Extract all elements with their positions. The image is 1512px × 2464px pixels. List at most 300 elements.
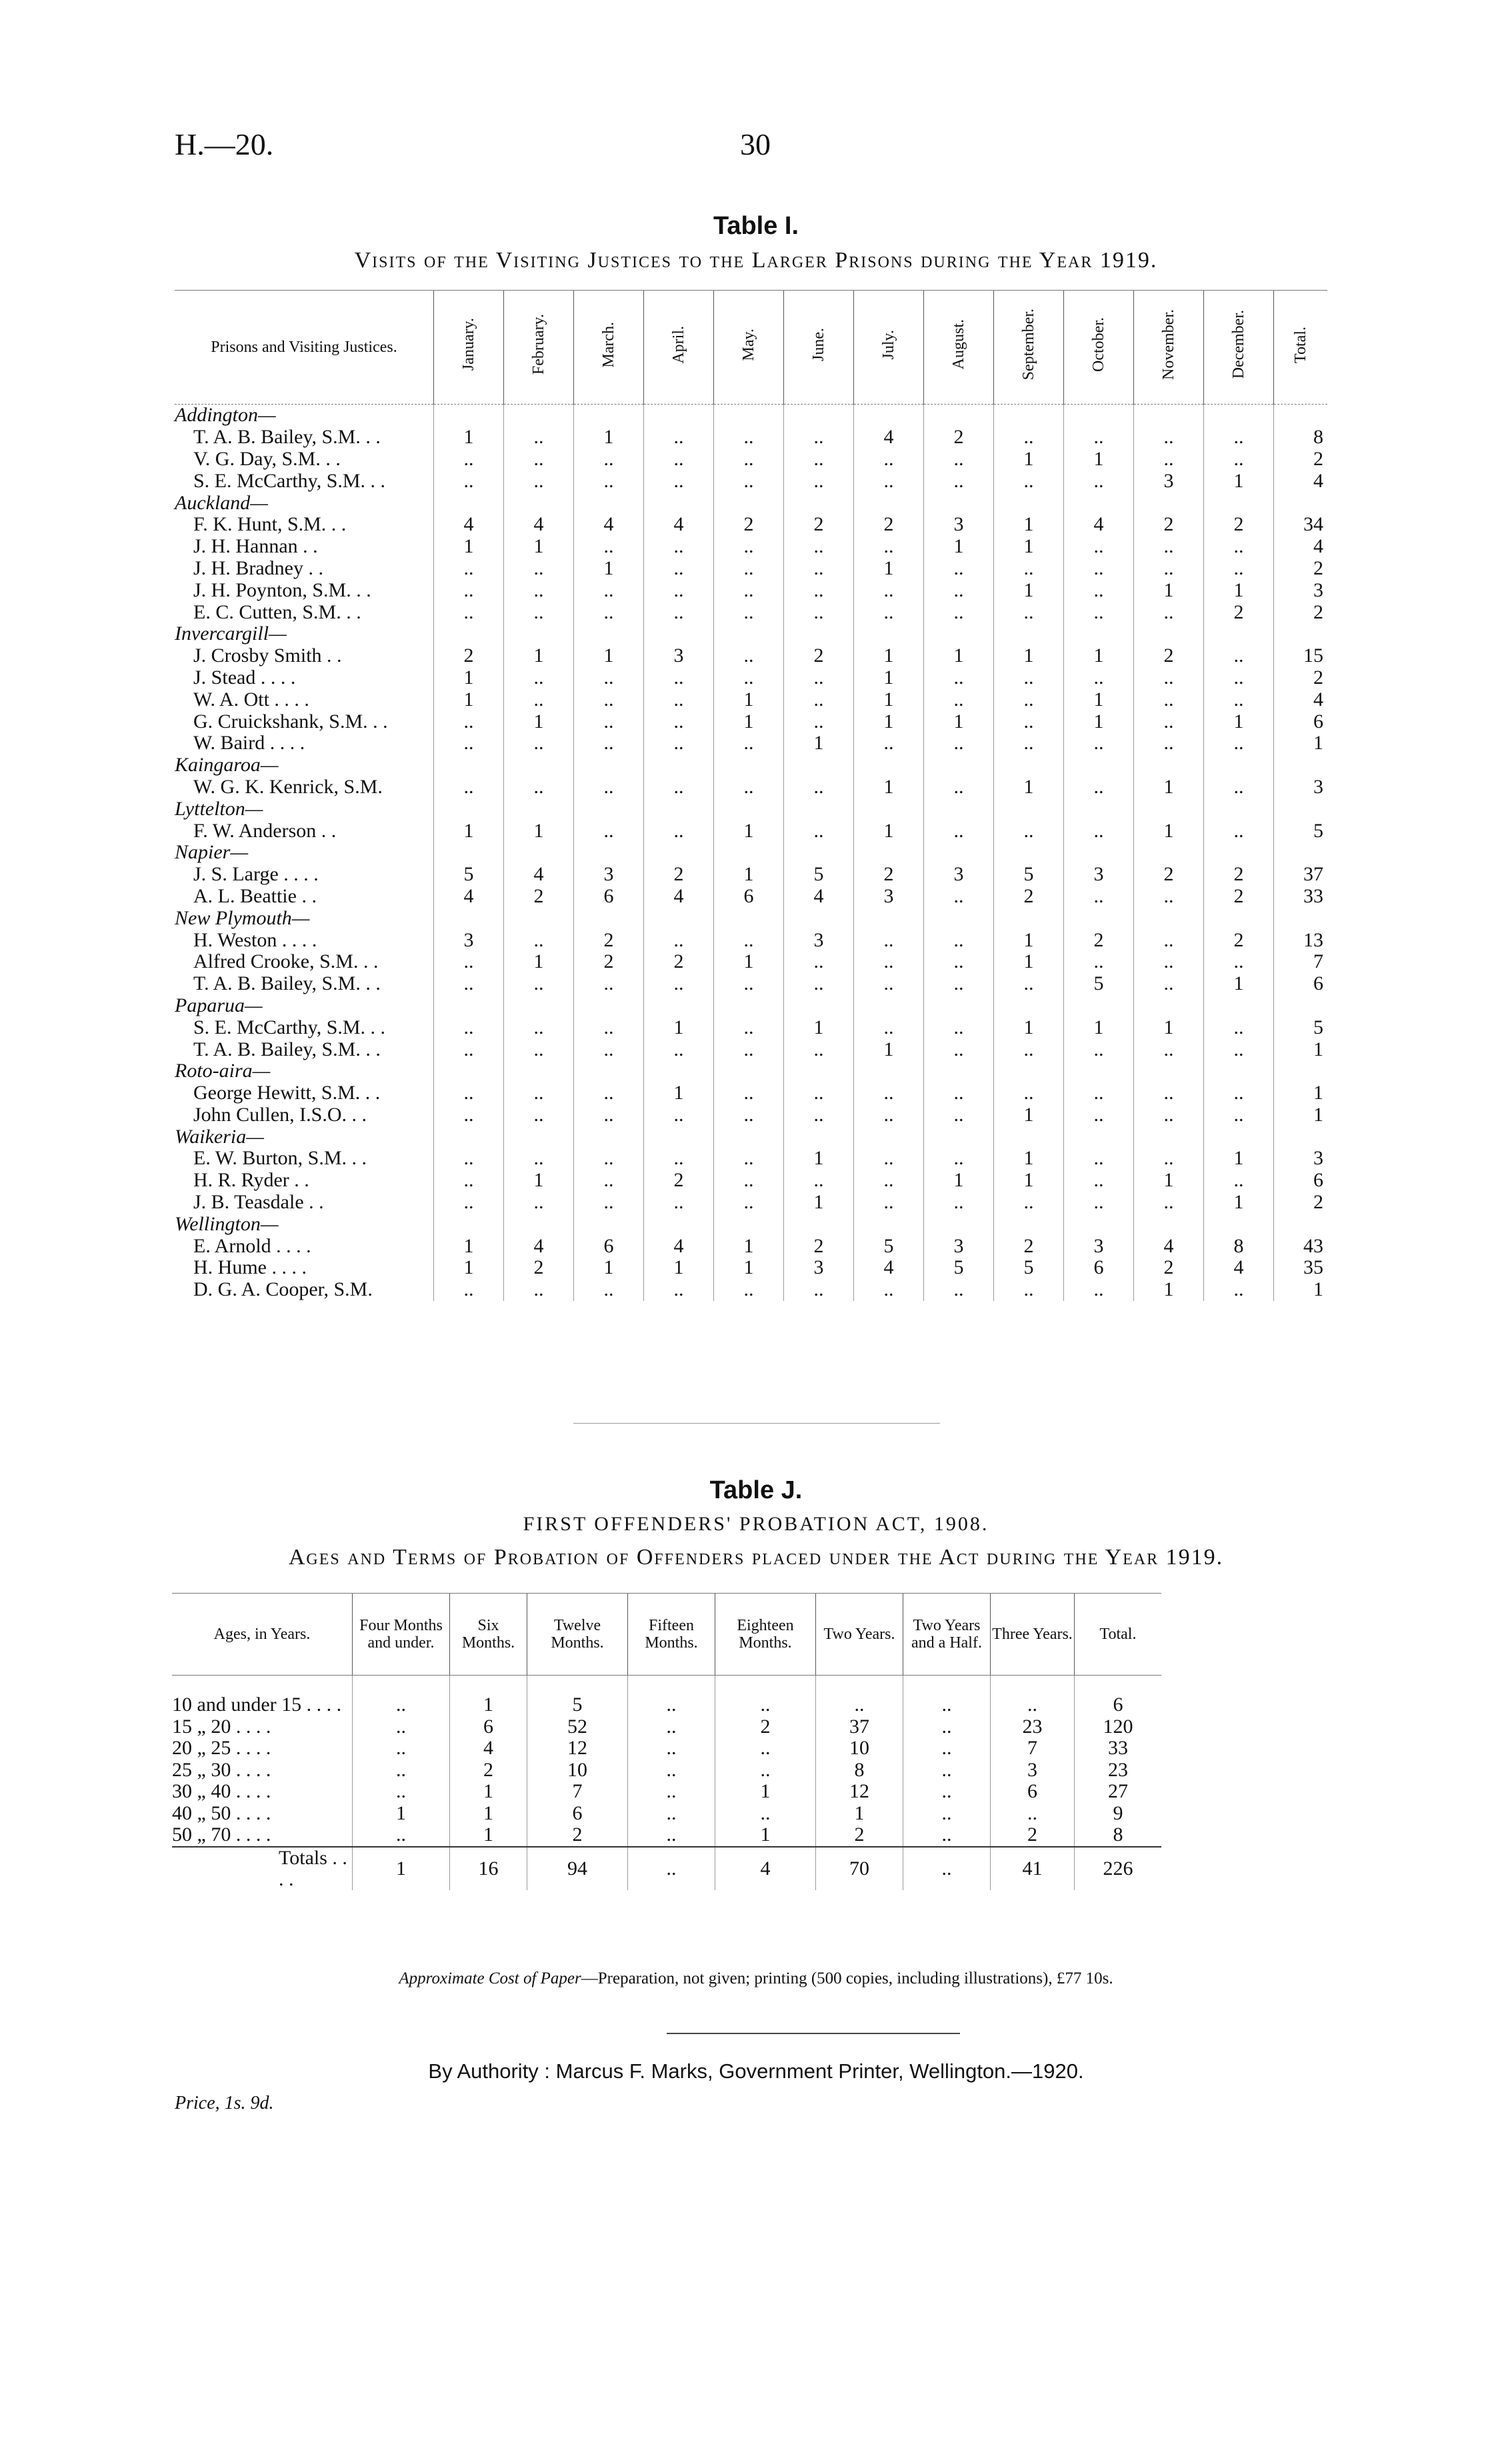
visit-count-cell: 1 <box>504 820 574 842</box>
justice-name: George Hewitt, S.M. . . <box>193 1082 381 1104</box>
age-range: 20 „ 25 . . . . <box>172 1737 271 1760</box>
count-cell: .. <box>628 1803 715 1825</box>
justice-name: J. H. Bradney . . <box>193 557 323 579</box>
visit-count-cell: .. <box>1204 951 1274 973</box>
visit-count-cell: .. <box>924 558 994 580</box>
count-cell: 2 <box>991 1824 1075 1847</box>
visit-count-cell: .. <box>574 973 644 995</box>
visit-count-cell: .. <box>924 886 994 908</box>
table-row <box>175 1257 1327 1279</box>
visit-count-cell: 4 <box>644 886 714 908</box>
visit-count-cell: 2 <box>574 929 644 951</box>
visit-count-cell: 3 <box>1134 470 1204 492</box>
empty-cell <box>434 798 504 820</box>
visit-count-cell: .. <box>714 667 784 689</box>
count-cell: .. <box>353 1781 450 1803</box>
table-row <box>175 776 1327 798</box>
visit-count-cell: .. <box>1204 427 1274 449</box>
visit-count-cell: 1 <box>1064 688 1134 710</box>
visit-count-cell: 5 <box>1064 973 1134 995</box>
total-cell: 6 <box>1274 1170 1328 1192</box>
visit-count-cell: 1 <box>714 1235 784 1257</box>
visit-count-cell: .. <box>644 688 714 710</box>
visit-count-cell: 2 <box>434 645 504 667</box>
footer-rule <box>667 2033 960 2034</box>
visit-count-cell: .. <box>1204 1104 1274 1126</box>
empty-cell <box>1134 842 1204 864</box>
visit-count-cell: .. <box>924 776 994 798</box>
empty-cell <box>1064 907 1134 929</box>
visit-count-cell: 1 <box>854 820 924 842</box>
visit-count-cell: 1 <box>994 645 1064 667</box>
visit-count-cell: .. <box>574 536 644 558</box>
empty-cell <box>434 842 504 864</box>
visit-count-cell: .. <box>854 1016 924 1038</box>
count-cell: .. <box>903 1824 991 1847</box>
empty-cell <box>784 754 854 776</box>
visit-count-cell: .. <box>504 667 574 689</box>
empty-cell <box>434 907 504 929</box>
count-cell: .. <box>353 1738 450 1760</box>
visit-count-cell: .. <box>994 667 1064 689</box>
visit-count-cell: .. <box>504 427 574 449</box>
empty-cell <box>784 995 854 1017</box>
count-cell: .. <box>903 1676 991 1716</box>
visit-count-cell: .. <box>994 688 1064 710</box>
visit-count-cell: 2 <box>504 886 574 908</box>
visit-count-cell: .. <box>854 1170 924 1192</box>
visit-count-cell: 1 <box>504 951 574 973</box>
visit-count-cell: .. <box>504 579 574 601</box>
visit-count-cell: .. <box>924 470 994 492</box>
visit-count-cell: 1 <box>1064 449 1134 471</box>
prison-group-row <box>175 1213 1327 1235</box>
visit-count-cell: .. <box>644 558 714 580</box>
visit-count-cell: .. <box>504 732 574 754</box>
table-j-header-row <box>172 1594 1161 1676</box>
visit-count-cell: .. <box>434 1148 504 1170</box>
visit-count-cell: .. <box>854 732 924 754</box>
visit-count-cell: .. <box>1134 688 1204 710</box>
visit-count-cell: 2 <box>644 864 714 886</box>
count-cell: .. <box>903 1716 991 1738</box>
table-j-title: Table J. <box>709 1476 803 1504</box>
visit-count-cell: .. <box>644 427 714 449</box>
total-cell: 2 <box>1274 1192 1328 1214</box>
visit-count-cell: 2 <box>1134 645 1204 667</box>
visit-count-cell: .. <box>1134 601 1204 623</box>
table-row <box>175 1082 1327 1104</box>
visit-count-cell: .. <box>1204 688 1274 710</box>
table-j-subtitle: Ages and Terms of Probation of Offenders placed under the Act during the Year 1919. <box>288 1545 1224 1570</box>
justice-name: T. A. B. Bailey, S.M. . . <box>193 1038 381 1060</box>
visit-count-cell: .. <box>504 688 574 710</box>
count-cell: 1 <box>450 1676 527 1716</box>
table-j-column-header: Fifteen Months. <box>628 1594 715 1676</box>
age-range: 15 „ 20 . . . . <box>172 1715 271 1738</box>
visit-count-cell: .. <box>784 1104 854 1126</box>
visit-count-cell: .. <box>574 470 644 492</box>
total-cell: 1 <box>1274 1104 1328 1126</box>
table-i-month-header <box>1134 291 1204 405</box>
visit-count-cell: 4 <box>1064 514 1134 536</box>
visit-count-cell: .. <box>784 1038 854 1060</box>
visit-count-cell: .. <box>434 951 504 973</box>
visit-count-cell: .. <box>784 667 854 689</box>
visit-count-cell: .. <box>574 1104 644 1126</box>
visit-count-cell: .. <box>1134 558 1204 580</box>
visit-count-cell: .. <box>644 1104 714 1126</box>
visit-count-cell: 1 <box>504 1170 574 1192</box>
empty-cell <box>784 623 854 645</box>
prison-name: Roto-aira— <box>175 1060 271 1082</box>
justice-name: T. A. B. Bailey, S.M. . . <box>193 972 381 995</box>
justice-name: F. K. Hunt, S.M. . . <box>193 513 347 536</box>
visit-count-cell: .. <box>504 776 574 798</box>
visit-count-cell: .. <box>1064 1279 1134 1301</box>
visit-count-cell: 1 <box>1204 710 1274 732</box>
visit-count-cell: .. <box>1134 667 1204 689</box>
justice-name: F. W. Anderson . . <box>193 819 337 842</box>
empty-cell <box>574 907 644 929</box>
prison-name: Auckland— <box>175 491 268 514</box>
visit-count-cell: .. <box>854 951 924 973</box>
empty-cell <box>434 995 504 1017</box>
visit-count-cell: 2 <box>784 1235 854 1257</box>
visit-count-cell: .. <box>714 1170 784 1192</box>
empty-cell <box>434 1060 504 1082</box>
visit-count-cell: .. <box>714 1082 784 1104</box>
total-cell: 1 <box>1274 732 1328 754</box>
table-row <box>175 536 1327 558</box>
table-i-month-header <box>1204 291 1274 405</box>
table-row <box>175 951 1327 973</box>
visit-count-cell: 1 <box>854 558 924 580</box>
visit-count-cell: 1 <box>434 688 504 710</box>
visit-count-cell: .. <box>784 776 854 798</box>
total-cell: 37 <box>1274 864 1328 886</box>
visit-count-cell: 4 <box>644 514 714 536</box>
table-row <box>175 427 1327 449</box>
visit-count-cell: .. <box>1064 820 1134 842</box>
visit-count-cell: .. <box>854 449 924 471</box>
visit-count-cell: 4 <box>504 864 574 886</box>
visit-count-cell: .. <box>784 449 854 471</box>
empty-cell <box>574 1213 644 1235</box>
empty-cell <box>994 405 1064 427</box>
visit-count-cell: .. <box>994 558 1064 580</box>
table-row <box>175 1104 1327 1126</box>
table-i-month-header <box>434 291 504 405</box>
visit-count-cell: .. <box>714 558 784 580</box>
count-cell: 2 <box>527 1824 628 1847</box>
visit-count-cell: 1 <box>784 1016 854 1038</box>
visit-count-cell: 1 <box>644 1257 714 1279</box>
empty-cell <box>924 623 994 645</box>
month-label: April. <box>669 325 687 364</box>
empty-cell <box>854 623 924 645</box>
table-row <box>175 1170 1327 1192</box>
table-i-corner-header: Prisons and Visiting Justices. <box>175 291 434 405</box>
table-row <box>175 732 1327 754</box>
visit-count-cell: .. <box>644 1192 714 1214</box>
prison-name: Wellington— <box>175 1212 279 1235</box>
table-j-column-header: Ages, in Years. <box>172 1594 353 1676</box>
empty-cell <box>994 754 1064 776</box>
visit-count-cell: .. <box>714 536 784 558</box>
visit-count-cell: 1 <box>1204 1148 1274 1170</box>
count-cell: .. <box>903 1738 991 1760</box>
visit-count-cell: .. <box>1064 601 1134 623</box>
visit-count-cell: 1 <box>644 1016 714 1038</box>
total-cell: 2 <box>1274 667 1328 689</box>
visit-count-cell: 2 <box>1204 864 1274 886</box>
empty-cell <box>714 623 784 645</box>
total-cell: 94 <box>527 1847 628 1890</box>
visit-count-cell: 2 <box>1134 864 1204 886</box>
empty-cell <box>644 842 714 864</box>
total-cell: .. <box>628 1847 715 1890</box>
count-cell: 7 <box>991 1738 1075 1760</box>
empty-cell <box>854 995 924 1017</box>
empty-cell <box>994 623 1064 645</box>
table-i-month-header <box>644 291 714 405</box>
visit-count-cell: .. <box>644 536 714 558</box>
table-row <box>175 973 1327 995</box>
visit-count-cell: 3 <box>1064 1235 1134 1257</box>
empty-cell <box>1134 907 1204 929</box>
prison-group-row <box>175 907 1327 929</box>
empty-cell <box>504 1060 574 1082</box>
justice-name: H. Weston . . . . <box>193 928 317 951</box>
total-cell: 7 <box>1274 951 1328 973</box>
visit-count-cell: .. <box>1134 449 1204 471</box>
empty-cell <box>784 492 854 514</box>
visit-count-cell: .. <box>994 1038 1064 1060</box>
visit-count-cell: 1 <box>574 1257 644 1279</box>
visit-count-cell: .. <box>1064 579 1134 601</box>
empty-cell <box>854 907 924 929</box>
total-cell: 6 <box>1274 710 1328 732</box>
total-cell: 3 <box>1274 579 1328 601</box>
count-cell: 4 <box>450 1738 527 1760</box>
empty-cell <box>434 754 504 776</box>
table-i-month-header <box>994 291 1064 405</box>
empty-cell <box>784 842 854 864</box>
visit-count-cell: .. <box>1064 470 1134 492</box>
visit-count-cell: .. <box>714 645 784 667</box>
visit-count-cell: 1 <box>714 688 784 710</box>
visit-count-cell: .. <box>1064 558 1134 580</box>
count-cell: .. <box>628 1781 715 1803</box>
table-j-column-header: Twelve Months. <box>527 1594 628 1676</box>
visit-count-cell: .. <box>1134 1148 1204 1170</box>
empty-cell <box>644 907 714 929</box>
visit-count-cell: 1 <box>1134 820 1204 842</box>
justice-name: D. G. A. Cooper, S.M. <box>193 1278 373 1301</box>
empty-cell <box>994 842 1064 864</box>
visit-count-cell: 1 <box>854 667 924 689</box>
total-cell: 3 <box>1274 1148 1328 1170</box>
visit-count-cell: .. <box>1064 1192 1134 1214</box>
age-range: 40 „ 50 . . . . <box>172 1802 271 1824</box>
justice-name: J. Crosby Smith . . <box>193 644 342 667</box>
cost-label: Approximate Cost of Paper <box>399 1969 581 1987</box>
visit-count-cell: 1 <box>784 732 854 754</box>
justice-name: Alfred Crooke, S.M. . . <box>193 950 379 973</box>
table-i-month-header <box>854 291 924 405</box>
visit-count-cell: .. <box>434 776 504 798</box>
count-cell: 2 <box>715 1716 816 1738</box>
visit-count-cell: .. <box>574 449 644 471</box>
visit-count-cell: 1 <box>434 1257 504 1279</box>
empty-cell <box>1064 995 1134 1017</box>
table-i-header-row <box>175 291 1327 405</box>
empty-cell <box>1274 492 1328 514</box>
total-cell: 6 <box>1274 973 1328 995</box>
table-j-column-header: Total. <box>1075 1594 1162 1676</box>
empty-cell <box>994 492 1064 514</box>
empty-cell <box>854 842 924 864</box>
empty-cell <box>574 754 644 776</box>
count-cell: .. <box>991 1803 1075 1825</box>
count-cell: .. <box>715 1738 816 1760</box>
empty-cell <box>714 842 784 864</box>
empty-cell <box>504 798 574 820</box>
table-row <box>175 1192 1327 1214</box>
visit-count-cell: .. <box>504 470 574 492</box>
count-cell: .. <box>628 1760 715 1782</box>
total-cell: 1 <box>353 1847 450 1890</box>
visit-count-cell: 3 <box>924 514 994 536</box>
empty-cell <box>714 405 784 427</box>
table-row <box>175 1148 1327 1170</box>
visit-count-cell: .. <box>854 1148 924 1170</box>
visit-count-cell: .. <box>434 1170 504 1192</box>
empty-cell <box>1134 1126 1204 1148</box>
visit-count-cell: .. <box>784 1170 854 1192</box>
empty-cell <box>574 798 644 820</box>
visit-count-cell: .. <box>434 732 504 754</box>
visit-count-cell: 1 <box>714 864 784 886</box>
empty-cell <box>1274 1213 1328 1235</box>
cost-note <box>0 1969 1512 1988</box>
total-cell: 33 <box>1075 1738 1162 1760</box>
empty-cell <box>714 1213 784 1235</box>
empty-cell <box>784 907 854 929</box>
visit-count-cell: .. <box>714 1192 784 1214</box>
visit-count-cell: .. <box>1064 951 1134 973</box>
empty-cell <box>1134 1060 1204 1082</box>
visit-count-cell: 4 <box>504 514 574 536</box>
visit-count-cell: .. <box>924 688 994 710</box>
visit-count-cell: 3 <box>924 1235 994 1257</box>
count-cell: 2 <box>816 1824 903 1847</box>
empty-cell <box>854 1213 924 1235</box>
table-row <box>172 1803 1161 1825</box>
visit-count-cell: .. <box>714 601 784 623</box>
visit-count-cell: 1 <box>714 1257 784 1279</box>
visit-count-cell: .. <box>1134 951 1204 973</box>
visit-count-cell: .. <box>924 1148 994 1170</box>
total-cell: 2 <box>1274 449 1328 471</box>
empty-cell <box>504 492 574 514</box>
visit-count-cell: 2 <box>1134 514 1204 536</box>
visit-count-cell: .. <box>1134 710 1204 732</box>
prison-name: New Plymouth— <box>175 906 310 929</box>
visit-count-cell: .. <box>574 1082 644 1104</box>
visit-count-cell: 1 <box>784 1148 854 1170</box>
total-cell: 2 <box>1274 558 1328 580</box>
empty-cell <box>644 492 714 514</box>
empty-cell <box>504 754 574 776</box>
visit-count-cell: 1 <box>854 1038 924 1060</box>
visit-count-cell: .. <box>574 1192 644 1214</box>
table-row <box>175 1235 1327 1257</box>
table-row <box>172 1676 1161 1716</box>
visit-count-cell: .. <box>574 688 644 710</box>
visit-count-cell: .. <box>434 1038 504 1060</box>
count-cell: 7 <box>527 1781 628 1803</box>
total-cell: 1 <box>1274 1279 1328 1301</box>
empty-cell <box>434 405 504 427</box>
table-row <box>175 820 1327 842</box>
empty-cell <box>1204 754 1274 776</box>
visit-count-cell: .. <box>574 710 644 732</box>
visit-count-cell: .. <box>924 732 994 754</box>
count-cell: 6 <box>527 1803 628 1825</box>
visit-count-cell: .. <box>1064 1038 1134 1060</box>
visit-count-cell: 3 <box>784 929 854 951</box>
visit-count-cell: 1 <box>994 1148 1064 1170</box>
empty-cell <box>854 492 924 514</box>
total-cell: 5 <box>1274 820 1328 842</box>
empty-cell <box>1064 1060 1134 1082</box>
total-cell: .. <box>903 1847 991 1890</box>
table-row <box>175 929 1327 951</box>
visit-count-cell: 1 <box>1204 973 1274 995</box>
table-row <box>172 1760 1161 1782</box>
table-i <box>175 290 1327 1301</box>
count-cell: .. <box>628 1716 715 1738</box>
table-i-month-header <box>714 291 784 405</box>
table-i-month-header <box>574 291 644 405</box>
age-range: 50 „ 70 . . . . <box>172 1824 271 1846</box>
empty-cell <box>1274 798 1328 820</box>
visit-count-cell: .. <box>574 1148 644 1170</box>
visit-count-cell: .. <box>924 1016 994 1038</box>
table-row <box>172 1824 1161 1847</box>
count-cell: 52 <box>527 1716 628 1738</box>
visit-count-cell: .. <box>854 1192 924 1214</box>
visit-count-cell: 1 <box>574 427 644 449</box>
empty-cell <box>1204 1213 1274 1235</box>
count-cell: .. <box>903 1781 991 1803</box>
age-range: 25 „ 30 . . . . <box>172 1758 271 1781</box>
visit-count-cell: .. <box>434 1016 504 1038</box>
visit-count-cell: 8 <box>1204 1235 1274 1257</box>
table-j-column-header: Six Months. <box>450 1594 527 1676</box>
justice-name: John Cullen, I.S.O. . . <box>193 1103 367 1126</box>
visit-count-cell: .. <box>784 579 854 601</box>
visit-count-cell: .. <box>1204 820 1274 842</box>
visit-count-cell: .. <box>1134 536 1204 558</box>
empty-cell <box>1204 623 1274 645</box>
prison-name: Napier— <box>175 841 249 864</box>
visit-count-cell: .. <box>854 1082 924 1104</box>
month-label: November. <box>1159 309 1177 380</box>
count-cell: 1 <box>450 1781 527 1803</box>
